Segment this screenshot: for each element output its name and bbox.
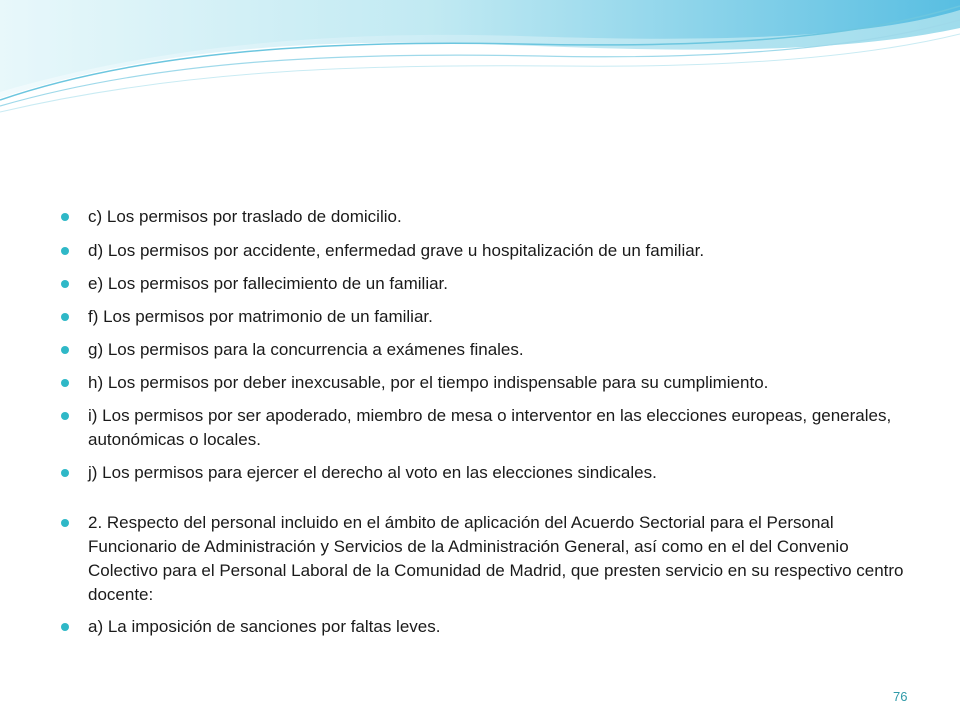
bullet-icon [61, 379, 69, 387]
list-item [60, 305, 910, 329]
bullet-icon [61, 412, 69, 420]
list-item [60, 239, 910, 263]
bullet-icon [61, 313, 69, 321]
list-item [60, 272, 910, 296]
spacer [60, 485, 910, 511]
bullet-icon [61, 519, 69, 527]
list-item-text: j) Los permisos para ejercer el derecho al voto en las elecciones sindicales. [88, 463, 657, 482]
bullet-icon [61, 346, 69, 354]
list-item [60, 338, 910, 362]
list-item-text: e) Los permisos por fallecimiento de un familiar. [88, 274, 448, 293]
list-item-text: f) Los permisos por matrimonio de un familiar. [88, 307, 433, 326]
list-item [60, 371, 910, 395]
list-item-text: d) Los permisos por accidente, enfermedad grave u hospitalización de un familiar. [88, 241, 705, 260]
list-item-text: a) La imposición de sanciones por faltas leves. [88, 617, 441, 636]
list-item [60, 205, 910, 229]
list-item [60, 404, 910, 452]
bullet-icon [61, 469, 69, 477]
list-item-text: g) Los permisos para la concurrencia a exámenes finales. [88, 340, 524, 359]
list-item-text: 2. Respecto del personal incluido en el ámbito de aplicación del Acuerdo Sectorial para el Personal Funcionario de Administración y Servicios de la Administración General, así como en el del Convenio Colectivo para el Personal Laboral de la Comunidad de Madrid, que presten servicio en su respectivo centro docente: [88, 513, 904, 604]
slide-content [60, 205, 910, 639]
bullet-icon [61, 213, 69, 221]
bullet-icon [61, 280, 69, 288]
header-wave-decoration [0, 0, 960, 130]
bullet-icon [61, 623, 69, 631]
page-number: 76 [893, 689, 908, 704]
list-item-text: h) Los permisos por deber inexcusable, por el tiempo indispensable para su cumplimiento. [88, 373, 769, 392]
list-item [60, 461, 910, 485]
bullet-icon [61, 247, 69, 255]
list-item-text: c) Los permisos por traslado de domicilio. [88, 207, 402, 226]
list-item [60, 615, 910, 639]
list-item [60, 511, 910, 607]
list-item-text: i) Los permisos por ser apoderado, miembro de mesa o interventor en las elecciones europeas, generales, autonómicas o locales. [88, 406, 892, 449]
